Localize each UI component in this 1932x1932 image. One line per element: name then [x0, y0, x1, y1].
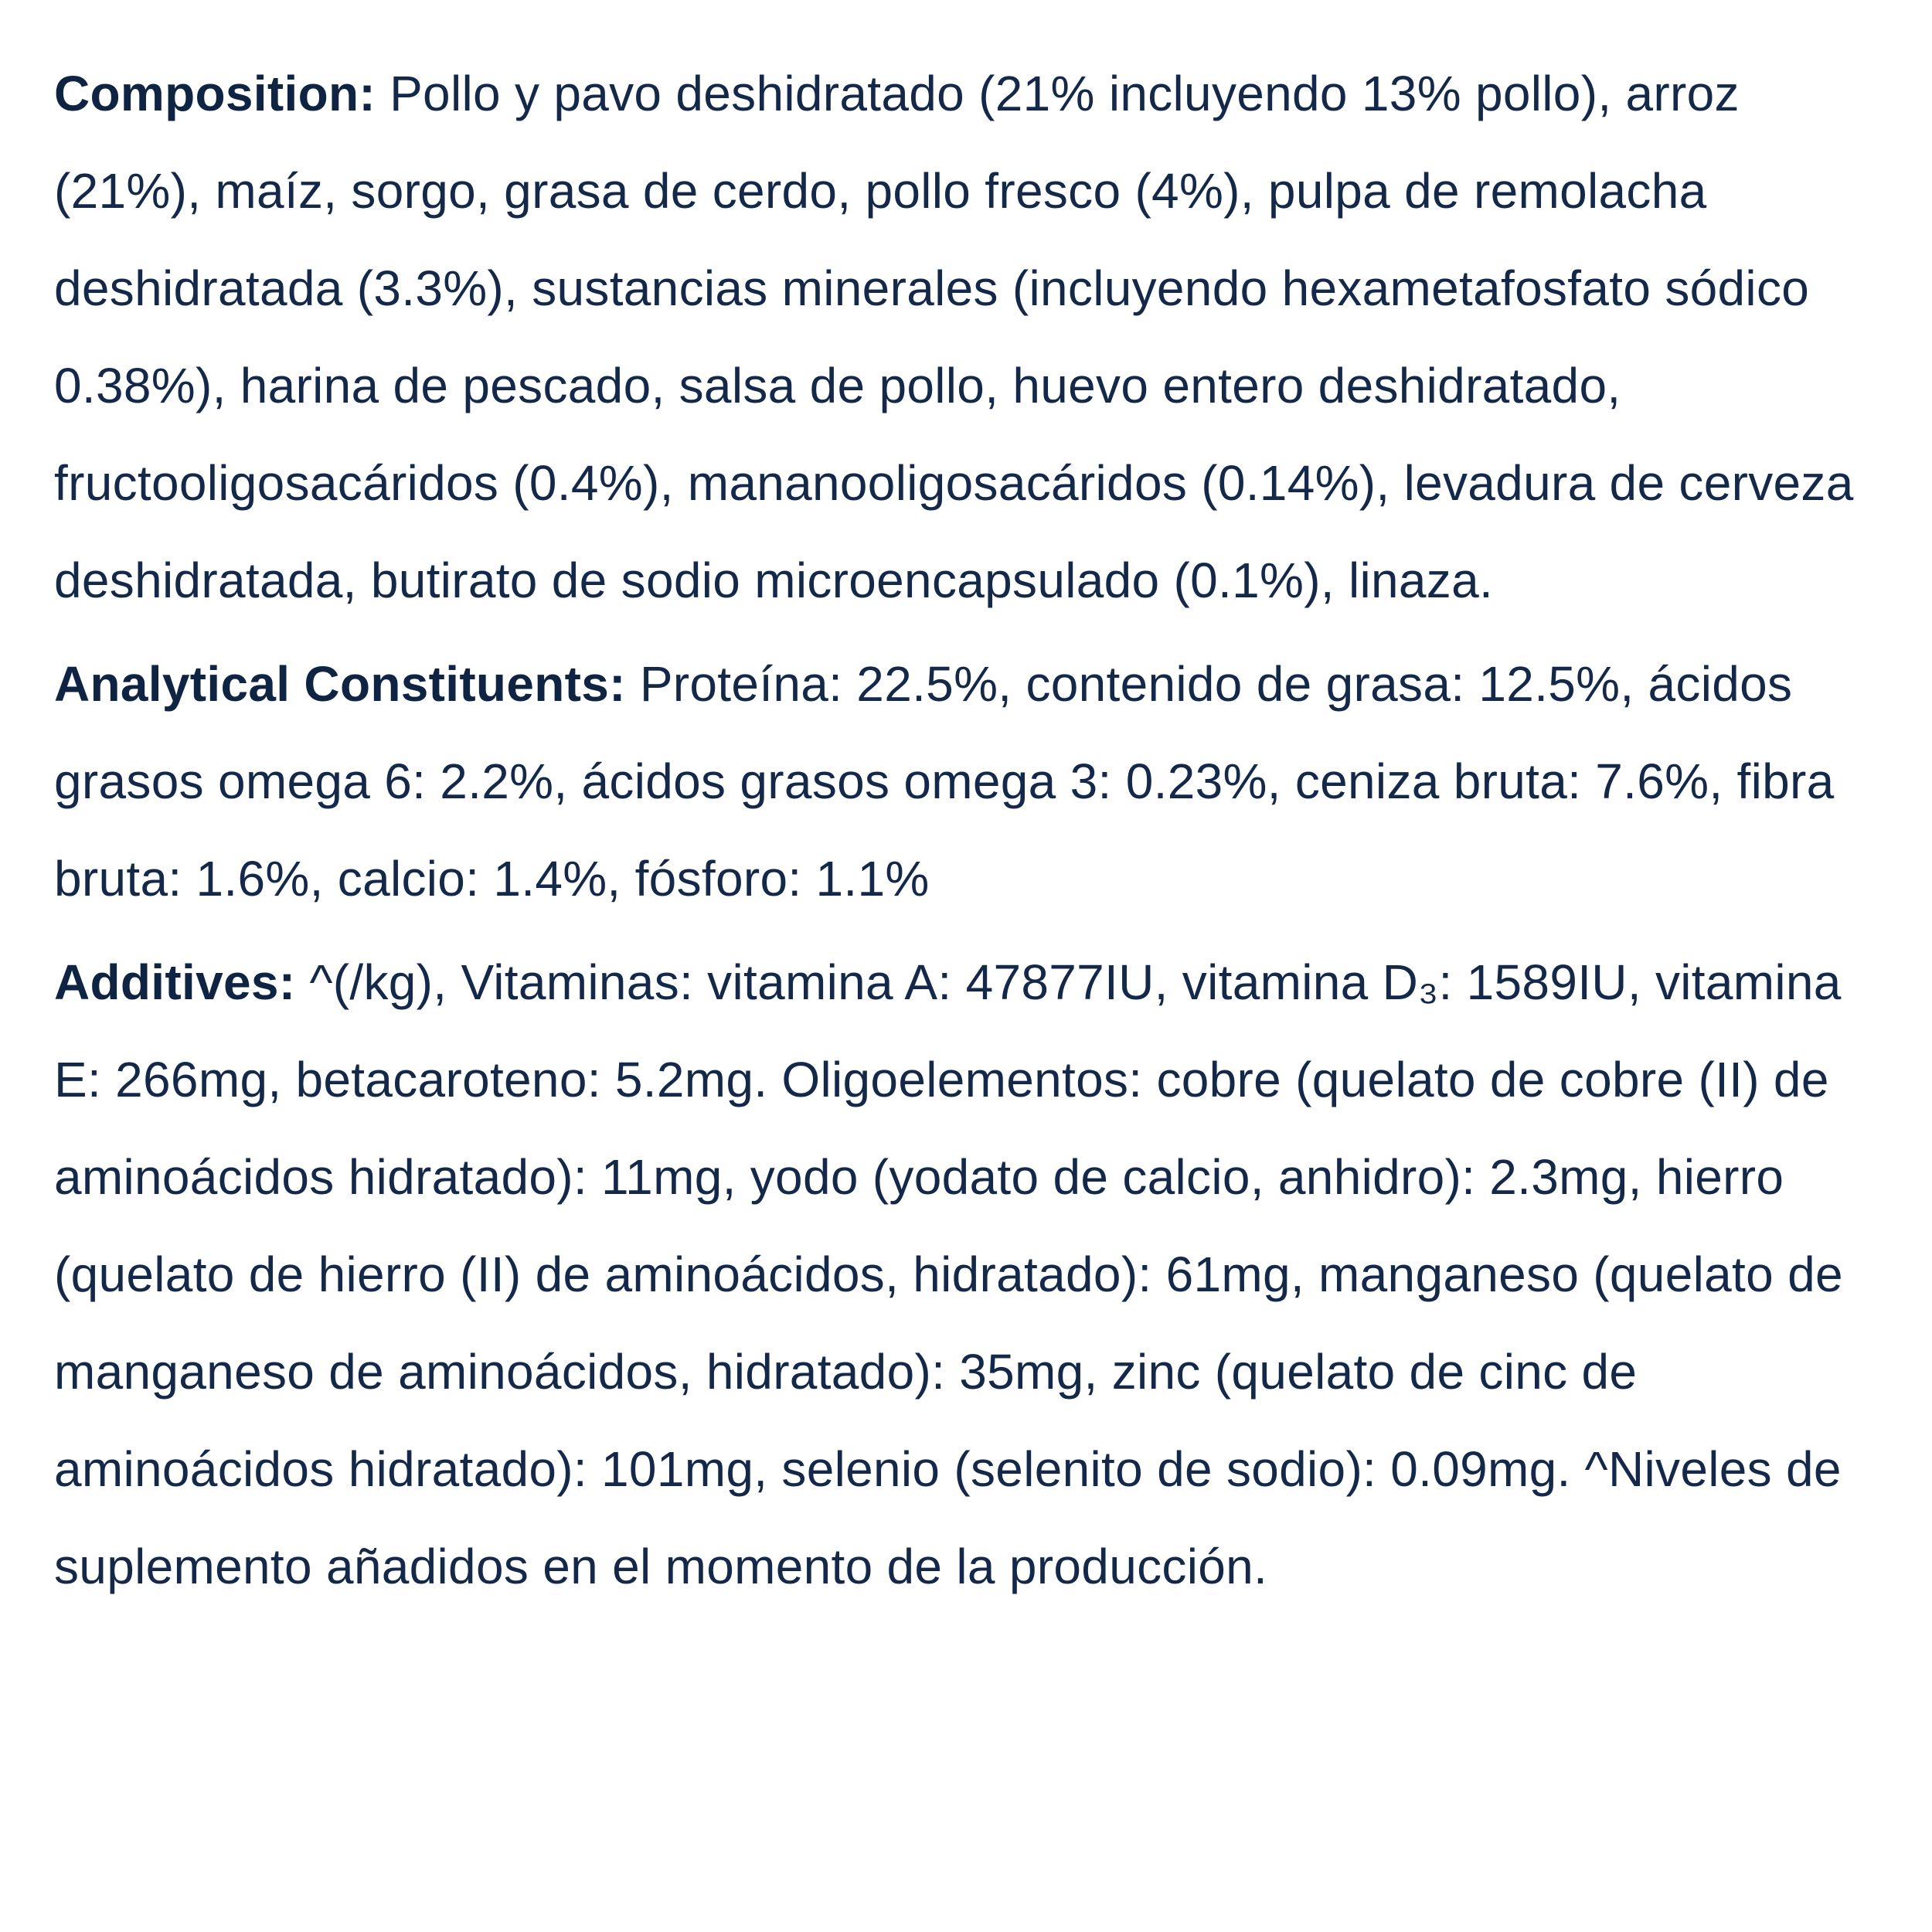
additives-paragraph — [54, 934, 1893, 1615]
analytical-constituents-label: Analytical Constituents: — [54, 656, 640, 712]
analytical-constituents-text: Proteína: 22.5%, contenido de grasa: 12.5%, ácidos grasos omega 6: 2.2%, ácidos grasos omega 3: 0.23%, ceniza bruta: 7.6%, fibra bruta: 1.6%, calcio: 1.4%, fósforo: 1.1% — [54, 656, 1835, 906]
additives-text: ^(/kg), Vitaminas: vitamina A: 47877IU, vitamina D₃: 1589IU, vitamina E: 266mg, betacaroteno: 5.2mg. Oligoelementos: cobre (quelato de cobre (II) de aminoácidos hidratado): 11mg, yodo (yodato de calcio, anhidro): 2.3mg, hierro (quelato de hierro (II) de aminoácidos, hidratado): 61mg, manganeso (quelato de manganeso de aminoácidos, hidratado): 35mg, zinc (quelato de cinc de aminoácidos hidratado): 101mg, selenio (selenito de sodio): 0.09mg. ^Niveles de suplemento añadidos en el momento de la producción. — [54, 954, 1843, 1594]
composition-label: Composition: — [54, 66, 390, 121]
composition-text: Pollo y pavo deshidratado (21% incluyendo 13% pollo), arroz (21%), maíz, sorgo, grasa de cerdo, pollo fresco (4%), pulpa de remolacha deshidratada (3.3%), sustancias minerales (incluyendo hexametafosfato sódico 0.38%), harina de pescado, salsa de pollo, huevo entero deshidratado, fructooligosacáridos (0.4%), mananooligosacáridos (0.14%), levadura de cerveza deshidratada, butirato de sodio microencapsulado (0.1%), linaza. — [54, 66, 1854, 608]
composition-paragraph — [54, 45, 1893, 629]
ingredients-document — [54, 45, 1893, 1621]
analytical-constituents-paragraph — [54, 635, 1893, 927]
additives-label: Additives: — [54, 954, 310, 1010]
